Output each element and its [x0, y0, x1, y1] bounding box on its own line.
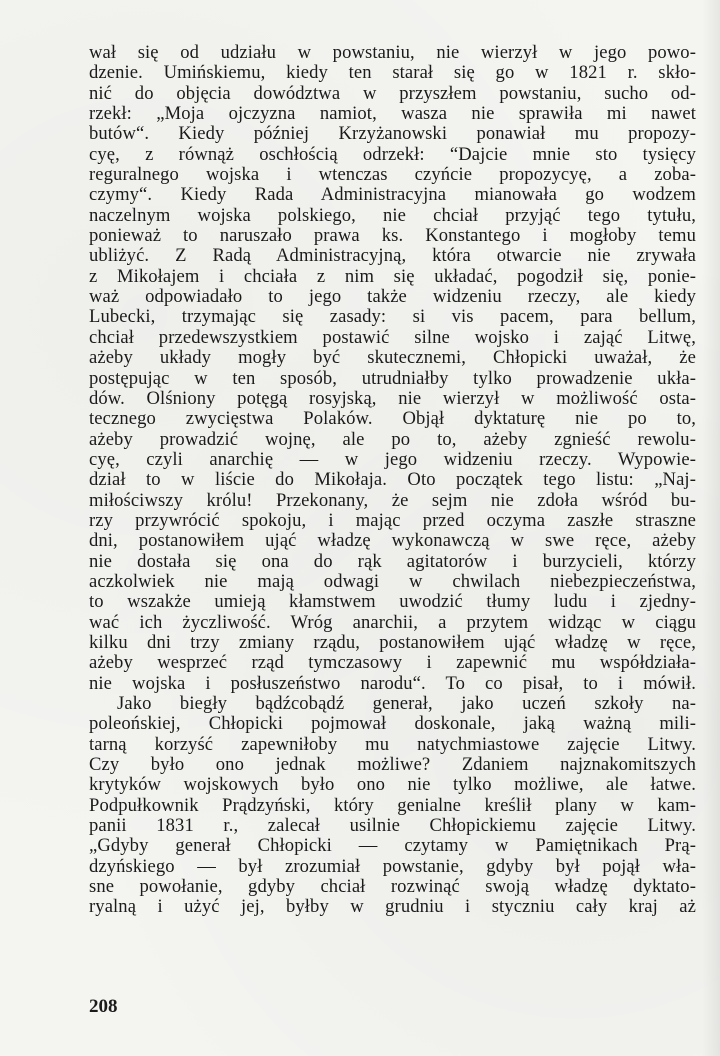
text-line: poleońskiej, Chłopicki pojmował doskonale, jaką ważną mili- [89, 713, 696, 735]
text-line: Jako biegły bądźcobądź generał, jako uczeń szkoły na- [117, 693, 696, 714]
text-line: miłościwszy królu! Przekonany, że sejm nie zdoła wśród bu- [89, 489, 696, 511]
text-line: cyę, czyli anarchię — w jego widzeniu rzeczy. Wypowie- [89, 448, 696, 470]
text-line: tarną korzyść zapewniłoby mu natychmiastowe zajęcie Litwy. [89, 733, 696, 755]
text-line: z Mikołajem i chciała z nim się układać, pogodził się, ponie- [89, 265, 696, 287]
text-line: postępując w ten sposób, utrudniałby tylko prowadzenie ukła- [89, 367, 696, 389]
text-line: chciał przedewszystkiem postawić silne wojsko i zająć Litwę, [89, 326, 696, 348]
text-line: czymy“. Kiedy Rada Administracyjna mianowała go wodzem [89, 184, 696, 206]
page-edge-shadow [702, 0, 720, 1056]
text-line: Lubecki, trzymając się zasady: si vis pacem, para bellum, [89, 306, 696, 328]
page-body-text [89, 43, 696, 918]
text-line: wać ich życzliwość. Wróg anarchii, a przytem widząc w ciągu [89, 611, 696, 633]
text-line: nić do objęcia dowództwa w przyszłem powstaniu, sucho od- [89, 82, 696, 104]
text-line: nie wojska i posłuszeństwo narodu“. To co pisał, to i mówił. [89, 672, 696, 694]
text-line: Czy było ono jednak możliwe? Zdaniem najznakomitszych [89, 754, 696, 776]
text-line: dzyńskiego — był zrozumiał powstanie, gdyby był pojął wła- [89, 855, 696, 877]
text-line: ażeby wesprzeć rząd tymczasowy i zapewnić mu współdziała- [89, 652, 696, 674]
text-line: naczelnym wojska polskiego, nie chciał przyjąć tego tytułu, [89, 204, 696, 226]
page-number: 208 [89, 996, 118, 1017]
text-line: ponieważ to naruszało prawa ks. Konstantego i mogłoby temu [89, 225, 696, 247]
text-line: to wszakże umieją kłamstwem uwodzić tłumy ludu i zjedny- [89, 591, 696, 613]
text-line: kilku dni trzy zmiany rządu, postanowiłem ująć władzę w ręce, [89, 631, 696, 653]
text-line: dni, postanowiłem ująć władzę wykonawczą w swe ręce, ażeby [89, 530, 696, 552]
text-line: ażeby układy mogły być skutecznemi, Chłopicki uważał, że [89, 347, 696, 369]
text-line: waż odpowiadało to jego także widzeniu rzeczy, ale kiedy [89, 286, 696, 308]
text-line: ubliżyć. Z Radą Administracyjną, która otwarcie nie zrywała [89, 245, 696, 267]
text-line: dział to w liście do Mikołaja. Oto początek tego listu: „Naj- [89, 469, 696, 491]
text-line: wał się od udziału w powstaniu, nie wierzył w jego powo- [89, 42, 696, 63]
text-line: dów. Olśniony potęgą rosyjską, nie wierzył w możliwość osta- [89, 387, 696, 409]
text-line: sne powołanie, gdyby chciał rozwinąć swoją władzę dyktato- [89, 876, 696, 898]
text-line: nie dostała się ona do rąk agitatorów i burzycieli, którzy [89, 550, 696, 572]
text-line: „Gdyby generał Chłopicki — czytamy w Pamiętnikach Prą- [89, 835, 696, 857]
text-line: ażeby prowadzić wojnę, ale po to, ażeby zgnieść rewolu- [89, 428, 696, 450]
text-line: rzy przywrócić spokoju, i mając przed oczyma zaszłe straszne [89, 509, 696, 531]
text-line: Podpułkownik Prądzyński, który genialne kreślił plany w kam- [89, 794, 696, 816]
text-line: krytyków wojskowych było ono nie tylko możliwe, ale łatwe. [89, 774, 696, 796]
text-line: tecznego zwycięstwa Polaków. Objął dyktaturę nie po to, [89, 408, 696, 430]
text-line: aczkolwiek nie mają odwagi w chwilach niebezpieczeństwa, [89, 570, 696, 592]
text-line: ryalną i użyć jej, byłby w grudniu i styczniu cały kraj aż [89, 896, 696, 918]
text-line: cyę, z równąż oschłością odrzekł: “Dajcie mnie sto tysięcy [89, 143, 696, 165]
text-line: panii 1831 r., zalecał usilnie Chłopickiemu zajęcie Litwy. [89, 815, 696, 837]
text-line: butów“. Kiedy później Krzyżanowski ponawiał mu propozy- [89, 123, 696, 145]
text-line: rzekł: „Moja ojczyzna namiot, wasza nie sprawiła mi nawet [89, 103, 696, 125]
text-line: reguralnego wojska i wtenczas czyńcie propozycyę, a zoba- [89, 164, 696, 186]
text-line: dzenie. Umińskiemu, kiedy ten starał się go w 1821 r. skło- [89, 62, 696, 84]
